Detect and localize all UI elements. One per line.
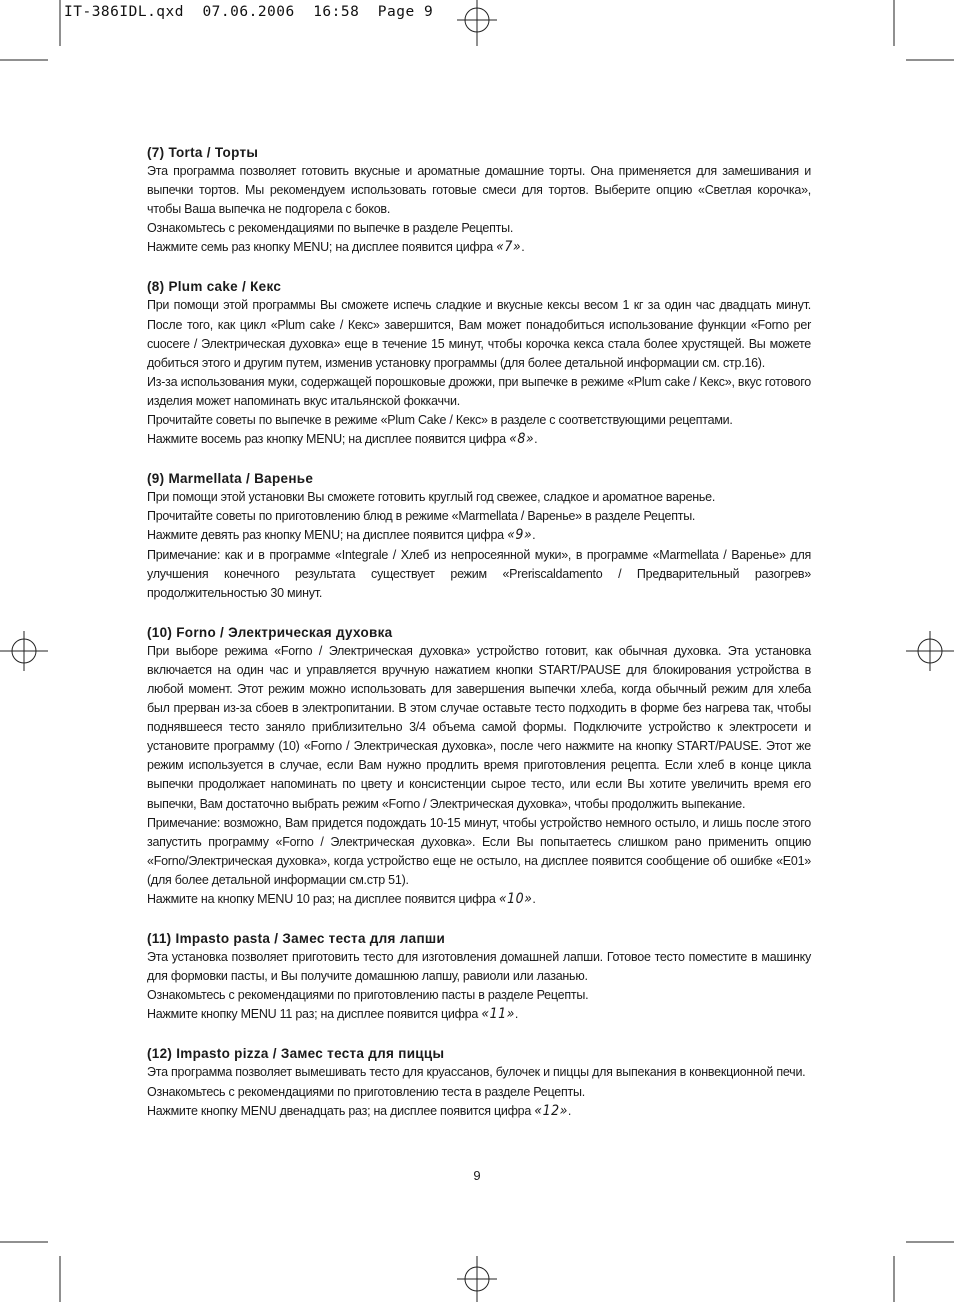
paragraph [147, 814, 811, 890]
display-digit: «9» [507, 527, 533, 544]
sentence-end: . [514, 1007, 519, 1022]
display-digit: «10» [498, 891, 533, 907]
paragraph [147, 162, 811, 219]
paragraph [147, 526, 811, 545]
section [147, 277, 811, 449]
paragraph [147, 488, 811, 507]
display-digit: «7» [496, 239, 522, 256]
paragraph [147, 296, 811, 372]
paragraph [147, 642, 811, 814]
sentence-end: . [534, 432, 538, 447]
sentence-end: . [521, 240, 525, 255]
paragraph-text: Нажмите кнопку MENU двенадцать раз; на дисплее появится цифра [147, 1103, 535, 1118]
page-number: 9 [473, 1168, 481, 1183]
sentence-end: . [532, 528, 536, 543]
paragraph-text: Из-за использования муки, содержащей порошковые дрожжи, при выпечке в режиме «Plum cake / Кекс», вкус готового изделия может напоминать вкус итальянской фоккаччи. [147, 374, 811, 408]
section [147, 929, 811, 1024]
paragraph-text: Ознакомьтесь с рекомендациями по выпечке в разделе Рецепты. [147, 221, 514, 236]
paragraph [147, 373, 811, 411]
paragraph-text: Эта установка позволяет приготовить тесто для изготовления домашней лапши. Готовое тесто поместите в машинку для формовки пасты, и Вы получите домашнюю лапшу, равиоли или лазанью. [147, 950, 811, 984]
paragraph-text: Ознакомьтесь с рекомендациями по приготовлению теста в разделе Рецепты. [147, 1084, 585, 1099]
file-slug: IT-386IDL.qxd 07.06.2006 16:58 Page 9 [64, 4, 434, 20]
paragraph [147, 238, 811, 257]
paragraph [147, 507, 811, 526]
section-title: (12) Impasto pizza / Замес теста для пиццы [147, 1046, 445, 1062]
paragraph-text: При помощи этой программы Вы сможете испечь сладкие и вкусные кексы весом 1 кг за один час двадцать минут. После того, как цикл «Plum cake / Кекс» завершится, Вам может понадобиться использование функции «Forno per cuocere / Электрическая духовка» еще в течение 15 минут, чтобы корочка кекса стала более хрустящей. Вы можете добиться этого и другим путем, изменив установку программы (для более детальной информации см. стр.16). [147, 298, 811, 370]
paragraph [147, 890, 811, 909]
paragraph [147, 1102, 811, 1121]
paragraph-text: Нажмите кнопку MENU 11 раз; на дисплее появится цифра [147, 1007, 482, 1022]
paragraph-text: Эта программа позволяет готовить вкусные и ароматные домашние торты. Она применяется для замешивания и выпечки тортов. Мы рекомендуем использовать готовые смеси для тортов. Выберите опцию «Светлая корочка», чтобы Ваша выпечка не подгорела с боков. [147, 164, 811, 217]
sentence-end: . [532, 892, 536, 906]
paragraph-text: При выборе режима «Forno / Электрическая духовка» устройство готовит, как обычная духовка. Эта установка включается на один час и управляется вручную нажатием кнопки START/PAUSE для блокирования устройства в любой момент. Этот режим можно использовать для завершения выпечки хлеба, когда обычный режим для хлеба был прерван из-за сбоев в электропитании. В этом случае оставьте тесто подходить в форме без нагрева так, чтобы поднявшееся тесто заняло приблизительно 3/4 объема самой формы. Подключите устройство к электросети и установите программу (10) «Forno / Электрическая духовка», после чего нажмите на кнопку START/PAUSE. Этот же режим используется в случае, если Вам нужно продлить время приготовления рецепта. Если хлеб в конце цикла выпечки продолжает напоминать по цвету и консистенции сырое тесто, или если Вы хотите увеличить время его выпечки, Вам достаточно выбрать режим «Forno / Электрическая духовка», чтобы продолжить выпекание. [147, 643, 811, 811]
registration-mark-bottom [457, 1256, 497, 1302]
paragraph [147, 986, 811, 1005]
sentence-end: . [567, 1103, 572, 1118]
paragraph-text: Эта программа позволяет вымешивать тесто для круассанов, булочек и пиццы для выпекания в конвекционной печи. [147, 1065, 806, 1080]
paragraph-text: При помощи этой установки Вы сможете готовить круглый год свежее, сладкое и ароматное варенье. [147, 490, 716, 505]
display-digit: «11» [481, 1006, 515, 1023]
paragraph-text: Примечание: как и в программе «Integrale / Хлеб из непросеянной муки», в программе «Marmellata / Варенье» для улучшения конечного результата существует режим «Preriscaldamento / Предварительный разогрев» продолжительностью 30 минут. [147, 547, 811, 600]
document-body [147, 143, 811, 1141]
section-title: (8) Plum cake / Кекс [147, 279, 282, 295]
paragraph [147, 411, 811, 430]
paragraph-text: Прочитайте советы по приготовлению блюд в режиме «Marmellata / Варенье» в разделе Рецепты. [147, 509, 696, 524]
registration-mark-right [906, 631, 954, 671]
registration-mark-top [457, 0, 497, 46]
paragraph [147, 1005, 811, 1024]
section-title: (9) Marmellata / Варенье [147, 471, 314, 487]
paragraph [147, 546, 811, 603]
paragraph [147, 1063, 811, 1082]
display-digit: «12» [534, 1102, 568, 1119]
registration-mark-left [0, 631, 48, 671]
paragraph-text: Ознакомьтесь с рекомендациями по приготовлению пасты в разделе Рецепты. [147, 988, 589, 1003]
paragraph [147, 430, 811, 449]
paragraph-text: Нажмите девять раз кнопку MENU; на дисплее появится цифра [147, 528, 508, 543]
section [147, 469, 811, 603]
section-title: (7) Torta / Торты [147, 145, 259, 160]
paragraph-text: Прочитайте советы по выпечке в режиме «Plum Cake / Кекс» в разделе с соответствующими рецептами. [147, 413, 733, 428]
paragraph-text: Нажмите на кнопку MENU 10 раз; на дисплее появится цифра [147, 892, 499, 906]
paragraph [147, 948, 811, 986]
section [147, 1044, 811, 1120]
section [147, 143, 811, 257]
display-digit: «8» [509, 431, 535, 448]
paragraph [147, 1083, 811, 1102]
paragraph-text: Нажмите восемь раз кнопку MENU; на дисплее появится цифра [147, 432, 510, 447]
section [147, 623, 811, 909]
paragraph-text: Примечание: возможно, Вам придется подождать 10-15 минут, чтобы устройство немного остыло, и лишь после этого запустить программу «Forno / Электрическая духовка». Если Вы попытаетесь слишком рано применить опцию «Forno/Электрическая духовка», когда устройство еще не остыло, на дисплее появится сообщение об ошибке «E01» (для более детальной информации см.стр 51). [147, 815, 811, 887]
paragraph [147, 219, 811, 238]
paragraph-text: Нажмите семь раз кнопку MENU; на дисплее появится цифра [147, 240, 497, 255]
section-title: (10) Forno / Электрическая духовка [147, 624, 393, 640]
section-title: (11) Impasto pasta / Замес теста для лапши [147, 931, 446, 947]
